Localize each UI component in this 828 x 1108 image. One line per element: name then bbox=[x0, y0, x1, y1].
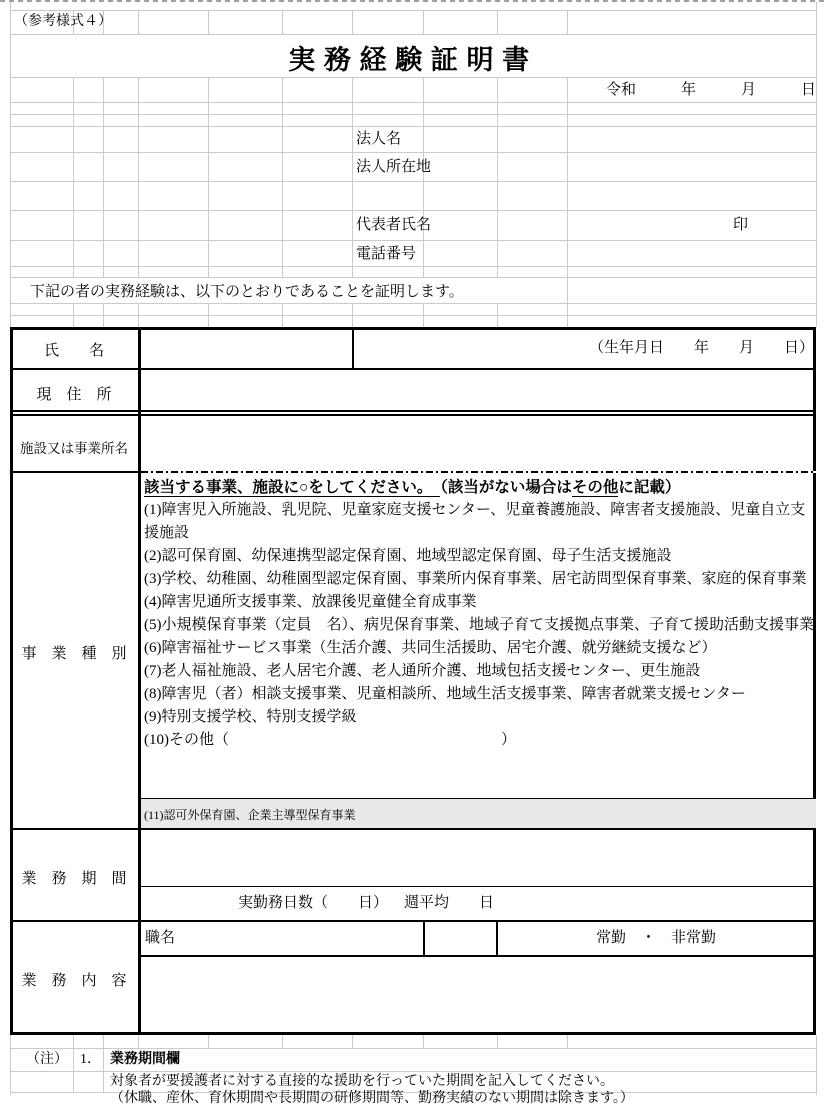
grid-line bbox=[10, 181, 816, 182]
business-item-1: (1)障害児入所施設、乳児院、児童家庭支援センター、児童養護施設、障害者支援施設、児童自立支援施設 bbox=[144, 502, 806, 541]
grid-line bbox=[138, 1035, 139, 1048]
work-period-label: 業 務 期 間 bbox=[21, 871, 127, 887]
job-row-divider-1 bbox=[423, 922, 425, 955]
grid-line bbox=[423, 77, 424, 277]
instruction-sub-suffix: に記載） bbox=[618, 479, 681, 496]
address-row-double-border-2 bbox=[10, 414, 816, 416]
current-address-label: 現 住 所 bbox=[36, 387, 112, 403]
representative-name-label: 代表者氏名 bbox=[356, 217, 432, 233]
grid-line bbox=[10, 77, 816, 78]
business-item-8: (8)障害児（者）相談支援事業、児童相談所、地域生活支援事業、障害者就業支援センター bbox=[144, 686, 746, 702]
work-content-top-border bbox=[10, 920, 816, 922]
grid-line bbox=[567, 1035, 568, 1048]
business-item-5: (5)小規模保育事業（定員 名）、病児保育事業、地域子育て支援拠点事業、子育て援助活動支援事業 bbox=[144, 617, 814, 633]
note-line-1: 対象者が要援護者に対する直接的な援助を行っていた期間を記入してください。 bbox=[110, 1074, 614, 1089]
business-item-3: (3)学校、幼稚園、幼稚園型認定保育園、事業所内保育事業、居宅訪問型保育事業、家庭的保育事業 bbox=[144, 571, 807, 587]
page-edge-dashed-line bbox=[0, 0, 828, 2]
job-title-label: 職名 bbox=[145, 930, 176, 946]
grid-line bbox=[497, 10, 498, 34]
grid-line bbox=[423, 303, 424, 327]
week-average-label: 週平均 日 bbox=[404, 895, 495, 911]
grid-line bbox=[10, 315, 816, 316]
work-days-row-border bbox=[141, 886, 816, 887]
business-type-list bbox=[141, 476, 817, 752]
grid-line bbox=[352, 303, 353, 327]
grid-line bbox=[282, 10, 283, 34]
facility-name-label: 施設又は事業所名 bbox=[20, 441, 128, 456]
grid-line bbox=[10, 277, 816, 278]
instruction-sub-underlined: その他 bbox=[571, 479, 619, 496]
note-heading: 業務期間欄 bbox=[110, 1052, 180, 1067]
grid-line bbox=[208, 10, 209, 34]
grid-line bbox=[816, 1035, 817, 1095]
grid-line bbox=[73, 77, 74, 277]
grid-line bbox=[352, 77, 353, 277]
corporation-address-label: 法人所在地 bbox=[356, 159, 432, 175]
business-item-9: (9)特別支援学校、特別支援学級 bbox=[144, 709, 357, 725]
business-type-dashed-border bbox=[141, 471, 816, 473]
grid-line bbox=[816, 2, 817, 327]
form-reference-label: （参考様式４） bbox=[14, 14, 112, 29]
business-type-instruction bbox=[144, 476, 817, 499]
work-content-label: 業 務 内 容 bbox=[21, 973, 127, 989]
grid-line bbox=[497, 1035, 498, 1048]
job-row-bottom-border bbox=[141, 955, 816, 957]
instruction-underlined: 該当する事業、施設に○をしてください。 bbox=[144, 479, 441, 496]
grid-line bbox=[497, 303, 498, 327]
work-period-top-border bbox=[10, 828, 816, 830]
grid-line bbox=[138, 10, 139, 34]
grid-line bbox=[10, 126, 816, 127]
grid-line bbox=[208, 1035, 209, 1048]
grid-line bbox=[10, 114, 816, 115]
note-line-2-clipped: （休職、産休、育休期間や長期間の研修期間等、勤務実績のない期間は除きます。） bbox=[110, 1091, 634, 1106]
business-item-4: (4)障害児通所支援事業、放課後児童健全育成事業 bbox=[144, 594, 477, 610]
grid-line bbox=[73, 303, 74, 327]
grid-line bbox=[10, 10, 816, 11]
grid-line bbox=[10, 102, 816, 103]
grid-line bbox=[138, 303, 139, 327]
certify-statement: 下記の者の実務経験は、以下のとおりであることを証明します。 bbox=[30, 284, 464, 300]
business-item-11: (11)認可外保育園、企業主導型保育事業 bbox=[144, 808, 356, 822]
grid-line bbox=[10, 152, 816, 153]
grid-line bbox=[423, 1035, 424, 1048]
grid-line bbox=[282, 77, 283, 277]
grid-line bbox=[138, 77, 139, 277]
grid-line bbox=[282, 303, 283, 327]
birthdate-note: （生年月日 年 月 日） bbox=[588, 340, 814, 356]
business-item-7: (7)老人福祉施設、老人居宅介護、老人通所介護、地域包括支援センター、更生施設 bbox=[144, 663, 701, 679]
page-title: 実務経験証明書 bbox=[288, 45, 538, 75]
phone-number-label: 電話番号 bbox=[356, 246, 417, 262]
name-birthdate-divider bbox=[352, 330, 354, 368]
address-row-double-border-1 bbox=[10, 410, 816, 412]
note-number: 1． bbox=[80, 1052, 101, 1067]
grid-line bbox=[103, 77, 104, 277]
grid-line bbox=[10, 34, 816, 35]
grid-line bbox=[103, 303, 104, 327]
grid-line bbox=[567, 10, 568, 34]
grid-line bbox=[423, 10, 424, 34]
grid-line bbox=[10, 1071, 816, 1072]
corporation-name-label: 法人名 bbox=[356, 131, 402, 147]
seal-label: 印 bbox=[733, 217, 749, 233]
facility-row-bottom-border bbox=[10, 471, 141, 473]
business-item-2: (2)認可保育園、幼保連携型認定保育園、地域型認定保育園、母子生活支援施設 bbox=[144, 548, 672, 564]
grid-line bbox=[10, 303, 816, 304]
grid-line bbox=[10, 266, 816, 267]
instruction-sub-prefix: （該当がない場合は bbox=[440, 479, 572, 496]
grid-line bbox=[497, 77, 498, 277]
note-mark: （注） bbox=[26, 1052, 68, 1067]
grid-line bbox=[10, 1048, 816, 1049]
item10-close-paren: ） bbox=[501, 732, 517, 748]
name-label: 氏 名 bbox=[43, 343, 104, 359]
employment-type-label: 常勤 ・ 非常勤 bbox=[595, 930, 716, 946]
grid-line bbox=[567, 277, 568, 303]
grid-line bbox=[352, 1035, 353, 1048]
grid-line bbox=[208, 77, 209, 277]
grid-line bbox=[567, 303, 568, 327]
grid-line bbox=[73, 1048, 74, 1092]
grid-line bbox=[103, 1035, 104, 1048]
grid-line bbox=[567, 77, 568, 277]
business-item-10 bbox=[144, 729, 817, 752]
grid-line bbox=[352, 10, 353, 34]
grid-line bbox=[10, 210, 816, 211]
item10-prefix: (10)その他（ bbox=[144, 732, 229, 748]
grid-line bbox=[10, 240, 816, 241]
business-type-label: 事 業 種 別 bbox=[21, 646, 127, 662]
grid-line bbox=[103, 1048, 104, 1092]
grid-line bbox=[208, 303, 209, 327]
actual-workdays-label: 実勤務日数（ 日） bbox=[238, 895, 389, 911]
grid-line bbox=[73, 1035, 74, 1048]
business-item-11-row bbox=[141, 799, 816, 828]
grid-line bbox=[282, 1035, 283, 1048]
name-row-bottom-border bbox=[10, 368, 816, 370]
date-line: 令和 年 月 日 bbox=[605, 82, 816, 98]
business-item-6: (6)障害福祉サービス事業（生活介護、共同生活援助、居宅介護、就労継続支援など） bbox=[144, 640, 717, 656]
